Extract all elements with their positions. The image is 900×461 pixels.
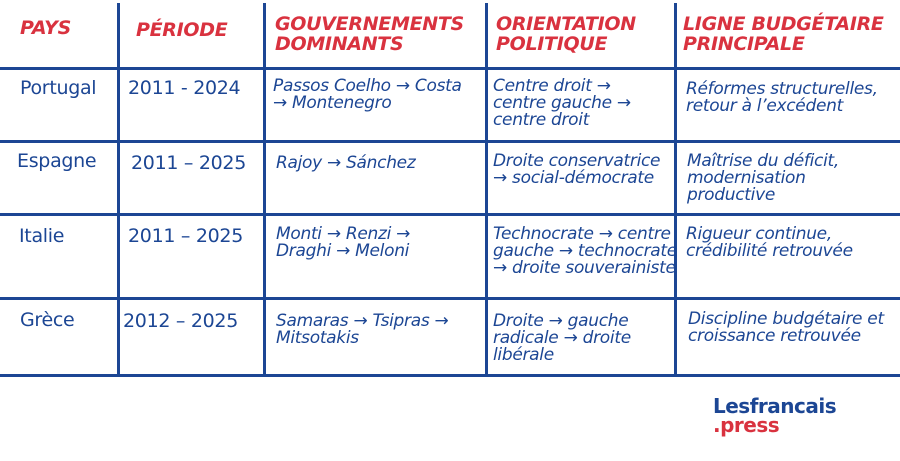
cell-orientation: Centre droit → centre gauche → centre droit bbox=[493, 76, 631, 130]
header-line: LIGNE BUDGÉTAIRE bbox=[683, 13, 884, 35]
divider bbox=[485, 3, 488, 376]
header-line: DOMINANTS bbox=[275, 33, 404, 55]
cell-budget: Réformes structurelles, retour à l’excédent bbox=[686, 79, 878, 116]
cell-periode: 2011 - 2024 bbox=[128, 77, 241, 99]
header-line: PRINCIPALE bbox=[683, 33, 805, 55]
cell-orientation: Technocrate → centre gauche → technocrate → droite souverainiste bbox=[493, 224, 677, 278]
header-pays: PAYS bbox=[20, 17, 71, 39]
divider bbox=[263, 3, 266, 376]
cell-orientation: Droite → gauche radicale → droite libérale bbox=[493, 311, 631, 365]
divider bbox=[0, 140, 900, 143]
divider bbox=[674, 3, 677, 376]
cell-gouvernements: Passos Coelho → Costa → Montenegro bbox=[273, 76, 462, 113]
cell-pays: Italie bbox=[19, 225, 65, 247]
logo-line1: Lesfrancais bbox=[713, 394, 837, 418]
header-periode: PÉRIODE bbox=[136, 19, 228, 41]
header-line: GOUVERNEMENTS bbox=[275, 13, 464, 35]
header-line: POLITIQUE bbox=[496, 33, 608, 55]
cell-pays: Portugal bbox=[20, 77, 97, 99]
divider bbox=[117, 3, 120, 376]
cell-periode: 2011 – 2025 bbox=[128, 225, 243, 247]
divider bbox=[0, 213, 900, 216]
divider bbox=[0, 297, 900, 300]
cell-periode: 2012 – 2025 bbox=[123, 310, 238, 332]
header-orientation bbox=[496, 14, 636, 54]
lesfrancais-logo bbox=[713, 394, 837, 437]
cell-pays: Grèce bbox=[20, 309, 75, 331]
cell-gouvernements: Rajoy → Sánchez bbox=[276, 153, 416, 173]
cell-orientation: Droite conservatrice → social-démocrate bbox=[493, 151, 661, 188]
header-line: ORIENTATION bbox=[496, 13, 636, 35]
divider bbox=[0, 374, 900, 377]
logo-line2: .press bbox=[713, 413, 780, 437]
cell-budget: Rigueur continue, crédibilité retrouvée bbox=[686, 224, 853, 261]
header-budget bbox=[683, 14, 884, 54]
cell-gouvernements: Samaras → Tsipras → Mitsotakis bbox=[276, 311, 449, 348]
cell-periode: 2011 – 2025 bbox=[131, 152, 246, 174]
cell-pays: Espagne bbox=[17, 150, 97, 172]
divider bbox=[0, 67, 900, 70]
cell-gouvernements: Monti → Renzi → Draghi → Meloni bbox=[276, 224, 411, 261]
cell-budget: Discipline budgétaire et croissance retrouvée bbox=[688, 309, 884, 346]
header-gouvernements bbox=[275, 14, 464, 54]
cell-budget: Maîtrise du déficit, modernisation productive bbox=[687, 151, 839, 205]
